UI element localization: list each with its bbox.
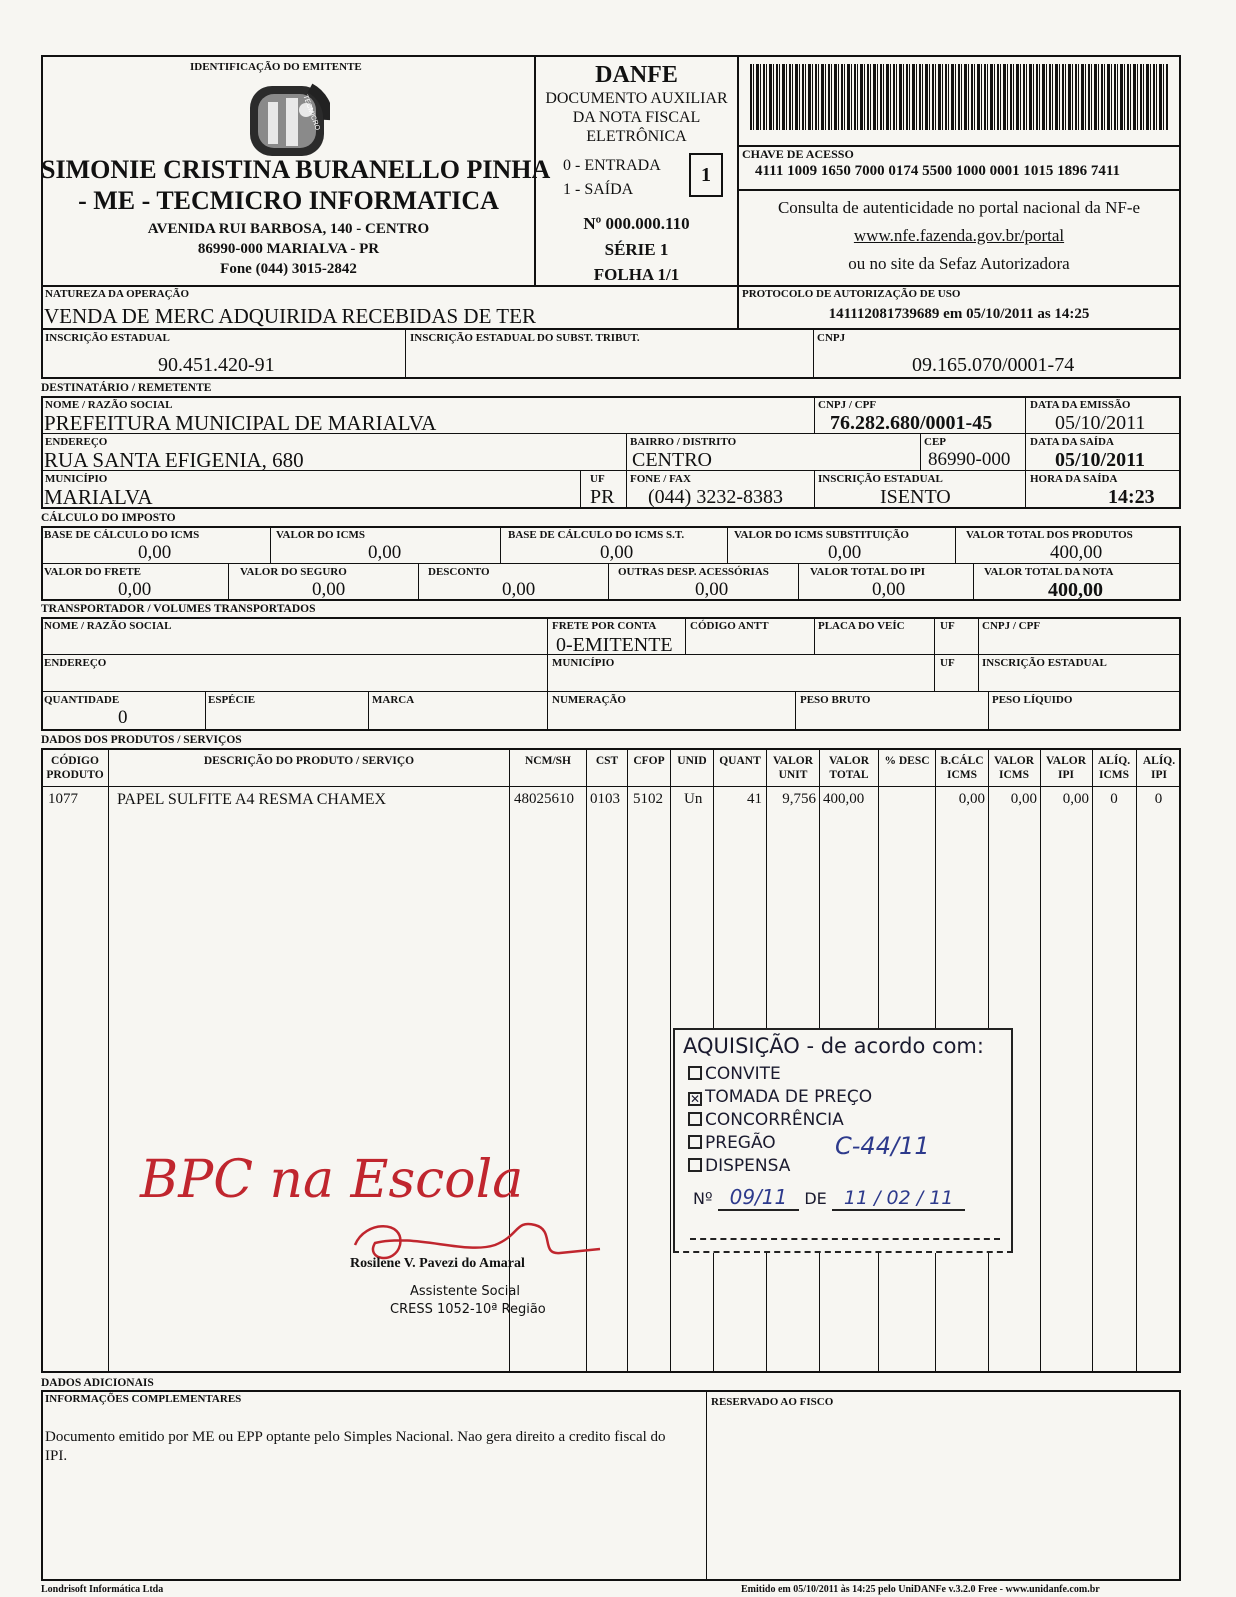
transp-cnpj-label: CNPJ / CPF (982, 620, 1041, 632)
row-vicms: 0,00 (1010, 791, 1037, 807)
transportador-section-label: TRANSPORTADOR / VOLUMES TRANSPORTADOS (41, 603, 316, 615)
emitente-name-line1: SIMONIE CRISTINA BURANELLO PINHA (41, 155, 551, 184)
divider (934, 617, 935, 692)
divider (270, 526, 271, 564)
company-logo: TECMICRO (246, 80, 330, 160)
row-codigo: 1077 (48, 791, 78, 807)
base-icms: 0,00 (138, 542, 172, 563)
danfe-entrada: 0 - ENTRADA (563, 157, 661, 174)
outras-label: OUTRAS DESP. ACESSÓRIAS (618, 566, 769, 578)
divider (627, 748, 628, 1373)
row-vunit: 9,756 (782, 791, 816, 807)
dest-fone: (044) 3232-8383 (648, 486, 783, 508)
divider (228, 563, 229, 601)
divider (500, 526, 501, 564)
valor-st: 0,00 (828, 542, 862, 563)
adicionais-section-label: DADOS ADICIONAIS (41, 1377, 154, 1389)
frete: 0,00 (118, 579, 152, 600)
ipi-label: VALOR TOTAL DO IPI (810, 566, 926, 578)
row-vipi: 0,00 (1062, 791, 1089, 807)
col-descricao: DESCRIÇÃO DO PRODUTO / SERVIÇO (203, 755, 415, 767)
stamp-date: 11 / 02 / 11 (832, 1187, 966, 1211)
stamp-title: AQUISIÇÃO - de acordo com: (683, 1034, 984, 1058)
divider (670, 748, 671, 1373)
danfe-subtitle3: ELETRÔNICA (586, 128, 687, 145)
divider (685, 617, 686, 655)
col-codigo: CÓDIGO PRODUTO (46, 755, 104, 782)
reservado-label: RESERVADO AO FISCO (711, 1396, 834, 1408)
natureza-label: NATUREZA DA OPERAÇÃO (45, 288, 190, 300)
adicionais-box (41, 1390, 1181, 1581)
dest-cep: 86990-000 (928, 449, 1011, 470)
row-descricao: PAPEL SULFITE A4 RESMA CHAMEX (117, 791, 387, 808)
col-unid: UNID (677, 755, 707, 767)
col-vicms: VALOR ICMS (993, 755, 1035, 782)
divider (955, 526, 956, 564)
row-cfop: 5102 (633, 791, 663, 807)
stamp-opt-tomada: ✕ TOMADA DE PREÇO (690, 1087, 873, 1107)
transp-municipio-label: MUNICÍPIO (552, 657, 615, 669)
desconto-label: DESCONTO (428, 566, 490, 578)
row-ncm: 48025610 (514, 791, 574, 807)
divider (706, 1390, 707, 1581)
valor-icms-label: VALOR DO ICMS (276, 529, 366, 541)
dest-fone-label: FONE / FAX (630, 473, 691, 485)
info-label: INFORMAÇÕES COMPLEMENTARES (45, 1393, 242, 1405)
peso-bruto-label: PESO BRUTO (800, 694, 871, 706)
danfe-title: DANFE (595, 62, 678, 88)
total-nota: 400,00 (1048, 579, 1103, 601)
checkbox-pregao[interactable] (688, 1135, 702, 1149)
transp-uf2-label: UF (940, 657, 955, 669)
row-aicms: 0 (1110, 791, 1118, 807)
iest-label: INSCRIÇÃO ESTADUAL DO SUBST. TRIBUT. (410, 332, 640, 344)
seguro: 0,00 (312, 579, 346, 600)
emitente-phone: Fone (044) 3015-2842 (220, 261, 357, 277)
dest-hora-label: HORA DA SAÍDA (1030, 473, 1118, 485)
total-prod-label: VALOR TOTAL DOS PRODUTOS (966, 529, 1133, 541)
col-cfop: CFOP (633, 755, 665, 767)
danfe-numero: Nº 000.000.110 (583, 214, 690, 233)
divider (509, 748, 510, 1373)
divider (586, 748, 587, 1373)
stamp-number: 09/11 (718, 1185, 800, 1211)
col-vtotal: VALOR TOTAL (828, 755, 870, 782)
base-icms-label: BASE DE CÁLCULO DO ICMS (44, 529, 200, 541)
divider (580, 470, 581, 509)
valor-icms: 0,00 (368, 542, 402, 563)
checkbox-convite[interactable] (688, 1066, 702, 1080)
col-vunit: VALOR UNIT (772, 755, 814, 782)
divider (814, 396, 815, 434)
signer-role: Assistente Social (410, 1284, 520, 1299)
base-st: 0,00 (600, 542, 634, 563)
emitente-section-label: IDENTIFICAÇÃO DO EMITENTE (190, 61, 362, 73)
natureza-value: VENDA DE MERC ADQUIRIDA RECEBIDAS DE TER (44, 304, 536, 328)
divider (814, 617, 815, 655)
divider (205, 691, 206, 731)
handwritten-note: BPC na Escola (140, 1150, 524, 1210)
row-cst: 0103 (590, 791, 620, 807)
peso-liq-label: PESO LÍQUIDO (992, 694, 1073, 706)
divider (920, 433, 921, 471)
divider (1025, 396, 1026, 509)
dest-emissao: 05/10/2011 (1055, 412, 1146, 434)
divider (973, 563, 974, 601)
cnpj-label: CNPJ (817, 332, 846, 344)
sefaz-text: ou no site da Sefaz Autorizadora (848, 254, 1070, 273)
divider (108, 748, 109, 1373)
col-cst: CST (595, 755, 619, 767)
stamp-opt-concorrencia: CONCORRÊNCIA (688, 1110, 844, 1130)
danfe-subtitle1: DOCUMENTO AUXILIAR (545, 90, 728, 107)
stamp-number-line: Nº 09/11 DE 11 / 02 / 11 (693, 1185, 965, 1209)
dest-bairro-label: BAIRRO / DISTRITO (630, 436, 737, 448)
qtd: 0 (118, 707, 128, 728)
divider (626, 433, 627, 509)
total-prod: 400,00 (1050, 542, 1103, 563)
dest-cep-label: CEP (924, 436, 946, 448)
divider (798, 563, 799, 601)
danfe-tipo-box: 1 (689, 153, 723, 197)
divider (41, 691, 1181, 692)
info-text: Documento emitido por ME ou EPP optante pelo Simples Nacional. Nao gera direito a credito fiscal do IPI. (45, 1429, 666, 1464)
divider (41, 786, 1181, 787)
chave-label: CHAVE DE ACESSO (742, 147, 854, 161)
base-st-label: BASE DE CÁLCULO DO ICMS S.T. (508, 529, 685, 541)
transp-ie-label: INSCRIÇÃO ESTADUAL (982, 657, 1107, 669)
danfe-saida: 1 - SAÍDA (563, 181, 634, 198)
frete-conta: 0-EMITENTE (556, 634, 673, 656)
marca-label: MARCA (372, 694, 415, 706)
ie-value: 90.451.420-91 (158, 354, 275, 376)
danfe-folha: FOLHA 1/1 (593, 265, 680, 284)
seguro-label: VALOR DO SEGURO (240, 566, 347, 578)
qtd-label: QUANTIDADE (44, 694, 120, 706)
barcode (750, 64, 1168, 130)
row-quant: 41 (747, 791, 762, 807)
divider (368, 691, 369, 731)
consulta-text: Consulta de autenticidade no portal nacional da NF-e (777, 198, 1141, 217)
stamp-opt-pregao: PREGÃO (688, 1133, 776, 1153)
col-aipi: ALÍQ. IPI (1142, 755, 1176, 782)
divider (41, 563, 1181, 564)
dest-hora: 14:23 (1108, 486, 1155, 508)
protocolo-label: PROTOCOLO DE AUTORIZAÇÃO DE USO (742, 288, 961, 300)
chave-value: 4111 1009 1650 7000 0174 5500 1000 0001 1015 1896 7411 (755, 163, 1121, 179)
checkbox-dispensa[interactable] (688, 1158, 702, 1172)
desconto: 0,00 (502, 579, 536, 600)
divider (1092, 748, 1093, 1373)
stamp-dash-line (690, 1238, 1000, 1240)
dest-endereco-label: ENDEREÇO (45, 436, 108, 448)
transp-nome-label: NOME / RAZÃO SOCIAL (44, 620, 172, 632)
dest-municipio-label: MUNICÍPIO (45, 473, 108, 485)
dest-cnpj: 76.282.680/0001-45 (830, 412, 993, 434)
outras: 0,00 (695, 579, 729, 600)
protocolo-value: 141112081739689 em 05/10/2011 as 14:25 (828, 306, 1090, 322)
stamp-handwritten-code: C-44/11 (835, 1132, 930, 1160)
col-desc: % DESC (884, 755, 930, 767)
divider (418, 563, 419, 601)
emitente-address: AVENIDA RUI BARBOSA, 140 - CENTRO (147, 221, 430, 237)
imposto-section-label: CÁLCULO DO IMPOSTO (41, 512, 176, 524)
checkbox-concorrencia[interactable] (688, 1112, 702, 1126)
dest-saida-label: DATA DA SAÍDA (1030, 436, 1114, 448)
divider (795, 691, 796, 731)
emitente-city: 86990-000 MARIALVA - PR (197, 241, 380, 257)
dest-uf-label: UF (590, 473, 605, 485)
transp-endereco-label: ENDEREÇO (44, 657, 107, 669)
cnpj-value: 09.165.070/0001-74 (912, 354, 1075, 376)
dest-emissao-label: DATA DA EMISSÃO (1030, 399, 1131, 411)
danfe-subtitle2: DA NOTA FISCAL (572, 109, 701, 126)
antt-label: CÓDIGO ANTT (690, 620, 769, 632)
divider (727, 526, 728, 564)
divider (814, 470, 815, 509)
transp-uf-label: UF (940, 620, 955, 632)
col-vipi: VALOR IPI (1045, 755, 1087, 782)
danfe-serie: SÉRIE 1 (604, 240, 669, 259)
divider (1136, 748, 1137, 1373)
especie-label: ESPÉCIE (208, 694, 256, 706)
dest-saida: 05/10/2011 (1055, 449, 1146, 471)
row-vtotal: 400,00 (823, 791, 865, 807)
divider (547, 617, 548, 731)
placa-label: PLACA DO VEÍC (818, 620, 905, 632)
col-quant: QUANT (719, 755, 761, 767)
dest-endereco: RUA SANTA EFIGENIA, 680 (44, 448, 304, 472)
dest-nome: PREFEITURA MUNICIPAL DE MARIALVA (44, 411, 437, 435)
dest-ie-label: INSCRIÇÃO ESTADUAL (818, 473, 943, 485)
dest-cnpj-label: CNPJ / CPF (818, 399, 877, 411)
col-bcalc: B.CÁLC ICMS (940, 755, 984, 782)
portal-link[interactable]: www.nfe.fazenda.gov.br/portal (853, 226, 1065, 245)
divider (978, 617, 979, 692)
signer-cress: CRESS 1052-10ª Região (390, 1302, 546, 1317)
total-nota-label: VALOR TOTAL DA NOTA (984, 566, 1114, 578)
divider (813, 328, 814, 379)
numeracao-label: NUMERAÇÃO (552, 694, 626, 706)
emitente-name-line2: - ME - TECMICRO INFORMATICA (78, 186, 499, 215)
stamp-opt-convite: CONVITE (688, 1064, 781, 1084)
footer-left: Londrisoft Informática Ltda (41, 1584, 164, 1595)
dest-bairro: CENTRO (632, 449, 712, 471)
valor-st-label: VALOR DO ICMS SUBSTITUIÇÃO (734, 529, 909, 541)
col-ncm: NCM/SH (525, 755, 571, 767)
divider (988, 691, 989, 731)
col-aicms: ALÍQ. ICMS (1097, 755, 1131, 782)
ie-label: INSCRIÇÃO ESTADUAL (45, 332, 170, 344)
footer-right: Emitido em 05/10/2011 às 14:25 pelo UniDANFe v.3.2.0 Free - www.unidanfe.com.br (741, 1584, 1100, 1595)
frete-label: VALOR DO FRETE (44, 566, 141, 578)
produtos-section-label: DADOS DOS PRODUTOS / SERVIÇOS (41, 734, 242, 746)
row-bcalc: 0,00 (958, 791, 985, 807)
destinatario-section-label: DESTINATÁRIO / REMETENTE (41, 382, 212, 394)
dest-uf: PR (590, 486, 615, 508)
signer-name: Rosilene V. Pavezi do Amaral (350, 1256, 525, 1271)
dest-ie: ISENTO (880, 486, 951, 508)
divider (608, 563, 609, 601)
stamp-opt-dispensa: DISPENSA (688, 1156, 790, 1176)
dest-nome-label: NOME / RAZÃO SOCIAL (45, 399, 173, 411)
checkbox-tomada[interactable]: ✕ (690, 1092, 701, 1106)
dest-municipio: MARIALVA (44, 485, 153, 509)
row-unid: Un (684, 791, 703, 807)
ipi: 0,00 (872, 579, 906, 600)
divider (1040, 748, 1041, 1373)
divider (405, 328, 406, 379)
frete-conta-label: FRETE POR CONTA (552, 620, 657, 632)
row-aipi: 0 (1154, 791, 1163, 807)
